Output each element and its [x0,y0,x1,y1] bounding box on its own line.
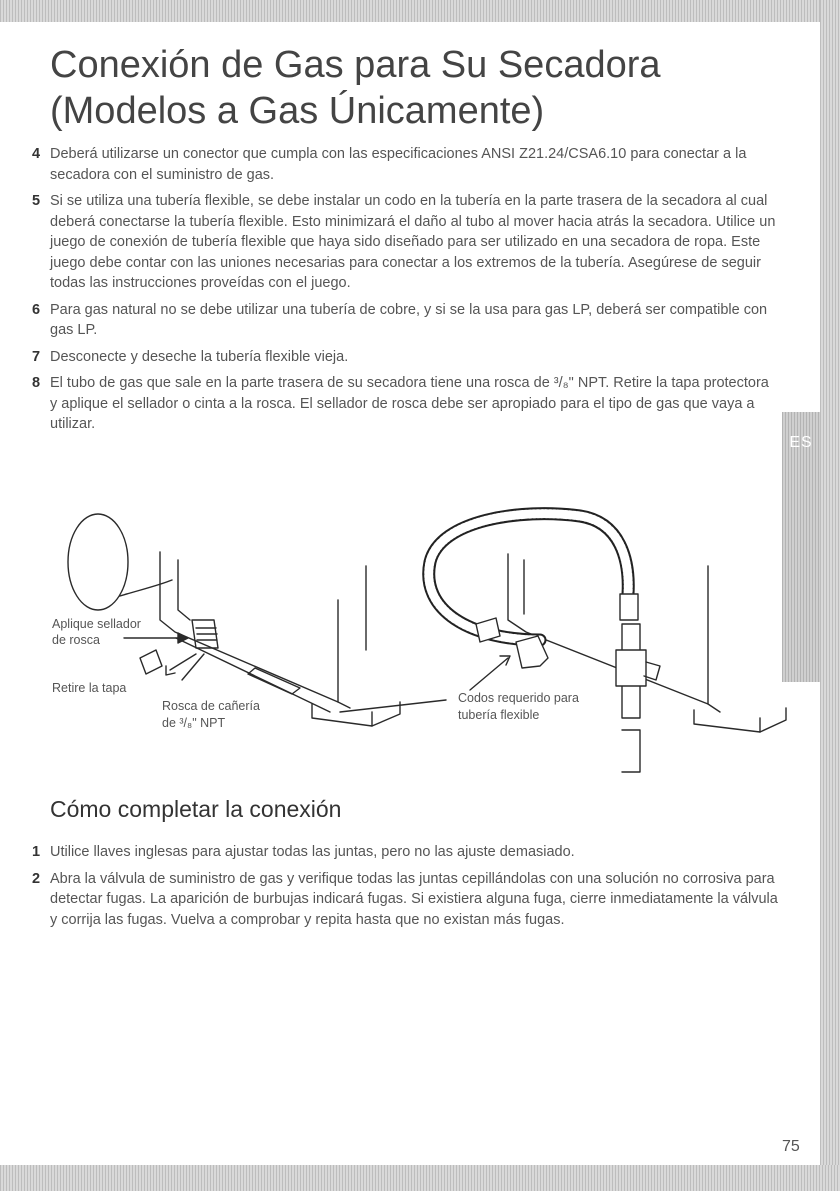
step-number: 5 [32,193,41,209]
dryer-panel-left [178,560,190,620]
dryer-base-left [160,552,338,702]
list-item [30,373,780,435]
dryer-vent-slot-left [248,668,300,694]
right-border-band [820,0,840,1191]
dryer-corner-right [708,566,720,712]
duct-opening-left [68,514,128,610]
step-text: Abra la válvula de suministro de gas y verifique todas las juntas cepillándolas con una solución no corrosiva para detectar fugas. La aparición de burbujas indicará fugas. Si existiera alguna fuga, cierre inmediatamente la válvula y corrija las fugas. Vuelva a comprobar y repita hasta que no existan más fugas. [50,870,778,928]
page-title: Conexión de Gas para Su Secadora (Modelos a Gas Únicamente) [50,44,661,132]
pipe-thread-marks [196,628,217,640]
label-thread-2: de ³/₈" NPT [162,716,226,730]
label-sealant-2: de rosca [52,633,100,647]
step-text: Utilice llaves inglesas para ajustar todas las juntas, pero no las ajuste demasiado. [50,844,575,860]
label-elbow-1: Codos requerido para [458,691,579,705]
list-item [30,300,780,341]
step-number: 8 [32,375,41,391]
step-text: Desconecte y deseche la tubería flexible vieja. [50,348,349,365]
duct-body-left [120,580,172,596]
step-number: 6 [32,301,41,318]
dryer-corner-left [338,600,350,708]
label-cap: Retire la tapa [52,681,127,695]
list-item [30,191,780,294]
top-border-band [0,0,840,22]
dryer-foot-side-right [760,708,786,732]
label-sealant-1: Aplique sellador [52,617,141,631]
step-text: Deberá utilizarse un conector que cumpla con las especificaciones ANSI Z21.24/CSA6.10 para conectar a la secadora con el suministro de gas. [50,146,747,183]
language-tab-label: ES [789,434,813,451]
step-text: Si se utiliza una tubería flexible, se debe instalar un codo en la tubería en la parte trasera de la secadora al cual deberá conectarse la tubería flexible. Esto minimizará el daño al tubo al mover hacia atrás la secadora. Utilice un juego de conexión de tubería flexible que haya sido diseñado para ser utilizado en una secadora de ropa. Este juego debe contar con las uniones necesarias para conectar a los extremos de la tubería. Asegúrese de seguir todas las instrucciones proveídas con el juego. [50,193,776,291]
list-item [30,842,780,863]
floor-line [340,700,446,712]
steps-list-part2 [30,842,780,936]
gas-connection-diagram [0,490,820,780]
hose-ribbing [429,514,629,640]
supply-pipe-bottom [622,730,640,772]
thread-pointer [182,654,204,680]
elbow-pointer [470,658,508,690]
bottom-border-band [0,1165,840,1191]
dryer-base-right [508,554,708,704]
page-number: 75 [782,1138,800,1155]
pipe-cap [140,650,162,674]
step-number: 1 [32,844,41,860]
list-item [30,869,780,931]
hose-nut-right [620,594,638,620]
step-text: Para gas natural no se debe utilizar una tubería de cobre, y si se la usa para gas LP, deberá ser compatible con gas LP. [50,301,768,338]
shutoff-valve-body [616,650,646,686]
label-thread-1: Rosca de cañería [162,699,260,713]
steps-list-part1 [30,144,780,441]
step-number: 7 [32,348,41,365]
list-item [30,144,780,185]
dryer-foot-right [694,710,760,732]
label-elbow-2: tubería flexible [458,708,540,722]
step-text: El tubo de gas que sale en la parte trasera de su secadora tiene una rosca de ³/₈" NPT. Retire la tapa protectora y aplique el sellador o cinta a la rosca. El sellador de rosca debe ser apropiado para el tipo de gas que vaya a utilizar. [50,375,769,432]
list-item [30,347,780,368]
step-number: 2 [32,870,41,887]
section-title: Cómo completar la conexión [50,796,342,822]
step-number: 4 [32,146,41,162]
